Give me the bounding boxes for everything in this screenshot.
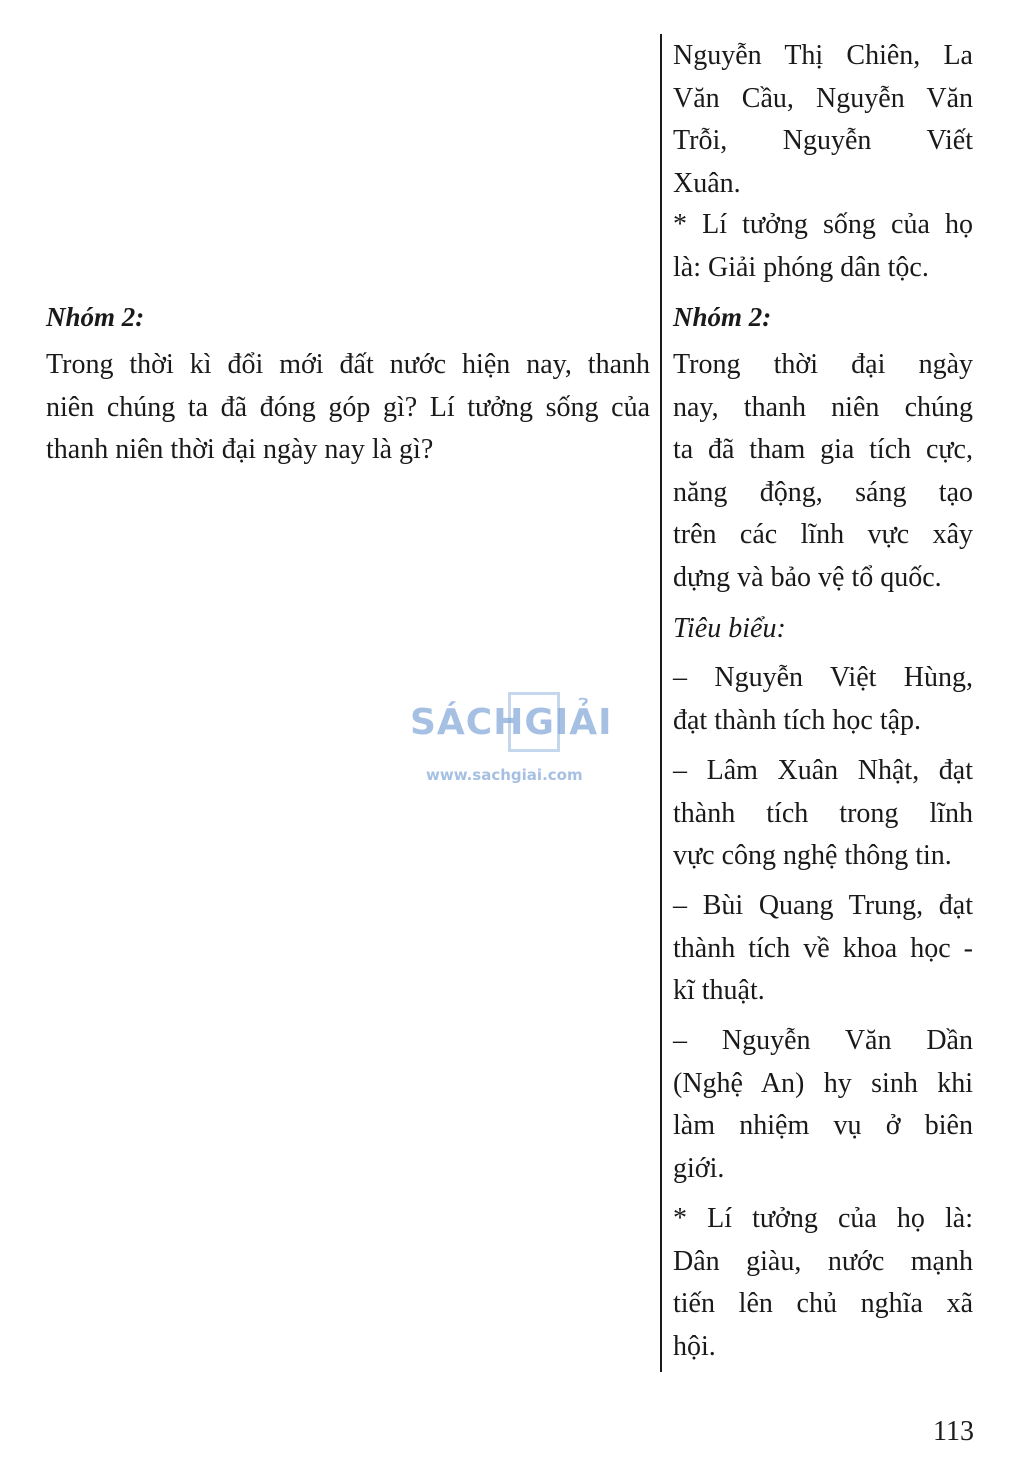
text-line: hội. bbox=[673, 1330, 716, 1362]
group-1-ideal bbox=[673, 204, 973, 289]
text-line: Trong thời đại ngày bbox=[673, 349, 973, 380]
group-2-question bbox=[46, 344, 650, 472]
examples-title: Tiêu biểu: bbox=[673, 613, 786, 644]
group-2-heading-right: Nhóm 2: bbox=[673, 302, 772, 332]
text-line: * Lí tưởng sống của họ bbox=[673, 209, 973, 240]
text-line: niên chúng ta đã đóng góp gì? Lí tưởng sống của bbox=[46, 391, 650, 423]
example-2 bbox=[673, 750, 973, 878]
example-3 bbox=[673, 885, 973, 1013]
text-line: tiến lên chủ nghĩa xã bbox=[673, 1288, 973, 1320]
text-line: làm nhiệm vụ ở biên bbox=[673, 1110, 973, 1142]
group-1-names bbox=[673, 35, 973, 205]
page-number: 113 bbox=[933, 1416, 974, 1447]
text-line: – Lâm Xuân Nhật, đạt bbox=[673, 755, 973, 786]
text-line: – Nguyễn Văn Dần bbox=[673, 1025, 973, 1056]
group-2-answer bbox=[673, 344, 973, 600]
example-4 bbox=[673, 1020, 973, 1190]
text-line: ta đã tham gia tích cực, bbox=[673, 434, 973, 466]
text-line: nay, thanh niên chúng bbox=[673, 391, 973, 423]
text-line: thành tích về khoa học - bbox=[673, 932, 973, 964]
column-divider bbox=[660, 34, 662, 1372]
text-line: Trong thời kì đổi mới đất nước hiện nay, thanh bbox=[46, 349, 650, 380]
text-line: thành tích trong lĩnh bbox=[673, 797, 973, 829]
text-line: – Nguyễn Việt Hùng, bbox=[673, 662, 973, 693]
text-line: dựng và bảo vệ tổ quốc. bbox=[673, 561, 942, 593]
example-1 bbox=[673, 657, 973, 742]
text-line: thanh niên thời đại ngày nay là gì? bbox=[46, 434, 434, 466]
text-line: * Lí tưởng của họ là: bbox=[673, 1203, 973, 1234]
text-line: – Bùi Quang Trung, đạt bbox=[673, 890, 973, 921]
text-line: Xuân. bbox=[673, 167, 741, 199]
text-line: vực công nghệ thông tin. bbox=[673, 840, 952, 872]
group-2-heading-left: Nhóm 2: bbox=[46, 302, 145, 332]
watermark-url: www.sachgiai.com bbox=[426, 766, 583, 784]
group-2-ideal bbox=[673, 1198, 973, 1368]
text-line: Nguyễn Thị Chiên, La bbox=[673, 40, 973, 71]
text-line: Trỗi, Nguyễn Viết bbox=[673, 125, 973, 157]
text-line: Dân giàu, nước mạnh bbox=[673, 1245, 973, 1277]
text-line: là: Giải phóng dân tộc. bbox=[673, 251, 929, 283]
text-line: giới. bbox=[673, 1152, 725, 1184]
text-line: (Nghệ An) hy sinh khi bbox=[673, 1067, 973, 1099]
text-line: kĩ thuật. bbox=[673, 975, 765, 1007]
text-line: Văn Cầu, Nguyễn Văn bbox=[673, 82, 973, 114]
watermark-brand: SÁCHGIẢI bbox=[410, 702, 613, 743]
text-line: trên các lĩnh vực xây bbox=[673, 519, 973, 551]
text-line: năng động, sáng tạo bbox=[673, 476, 973, 508]
sachgiai-watermark bbox=[410, 692, 616, 792]
text-line: đạt thành tích học tập. bbox=[673, 704, 922, 736]
